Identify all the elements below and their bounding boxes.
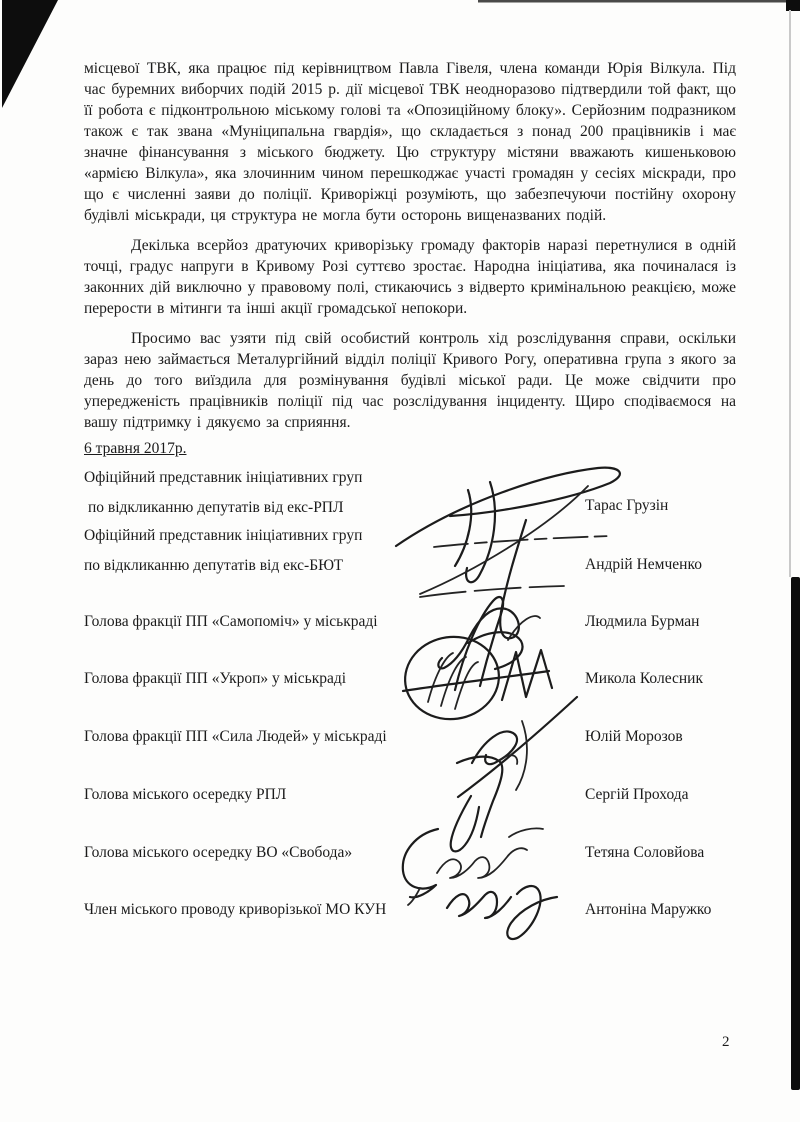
signatory-2-label-line1: Офіційний представник ініціативних груп [84,527,363,544]
signatory-3-name: Людмила Бурман [585,613,700,630]
signatory-5-name: Юлій Морозов [585,728,683,745]
signatory-6-label: Голова міського осередку РПЛ [84,786,287,803]
signatory-4-label: Голова фракції ПП «Укроп» у міськраді [84,670,347,687]
letter-body [84,58,736,442]
signatory-4-name: Микола Колесник [585,670,703,687]
signature-serhiy-prokhoda-icon [451,755,518,851]
signature-taras-gruzin-icon [396,468,620,594]
page-number: 2 [722,1034,730,1050]
signature-mykola-kolesnyk-icon [400,616,552,725]
scan-artifact-top-edge-line [478,0,800,3]
signature-tetyana-soloviova-icon [403,828,543,905]
signatory-3-label: Голова фракції ПП «Самопоміч» у міськраді [84,613,378,630]
signatory-1-label-line1: Офіційний представник ініціативних груп [84,469,363,486]
signatory-6-name: Сергій Прохода [585,786,689,803]
scan-artifact-right-edge-bar [791,577,800,1090]
signature-yuliy-morozov-icon [458,697,577,797]
scan-artifact-corner-triangle [2,0,58,108]
signatory-2-name: Андрій Немченко [585,556,702,573]
signatory-2-label-line2: по відкликанню депутатів від екс-БЮТ [84,557,344,574]
body-paragraph-1: місцевої ТВК, яка працює під керівництвом Павла Гівеля, члена команди Юрія Вілкула. Під час буремних виборчих подій 2015 р. дії місцевої ТВК неодноразово підтвердили той факт, що її робота є підконтрольною міському голові та «Опозиційному блоку». Серйозним подразником також є так звана «Муніципальна гвардія», що складається з понад 200 працівників і має значне фінансування з міського бюджету. Цю структуру містяни вважають кишеньковою «армією Вілкула», яка злочинним чином перешкоджає участі громадян у сесіях міскради, про що є численні заяви до поліції. Криворіжці розуміють, що забезпечуючи постійну охорону будівлі міськради, ця структура не могла бути осторонь вищеназваних подій. [84,60,736,224]
signature-antonina-maruzhko-icon [447,886,557,939]
signature-andriy-nemchenko-icon [420,520,612,668]
signatory-1-name: Тарас Грузін [585,497,669,514]
body-paragraph-3: Просимо вас узяти під свій особистий контроль хід розслідування справи, оскільки зараз нею займається Металургійний відділ поліції Кривого Рогу, оперативна група з якого за день до того виїздила для розмінування будівлі міської ради. Це може свідчити про упередженість працівників поліції під час розслідування інциденту. Щиро сподіваємося на вашу підтримку і дякуємо за сприяння. [84,330,736,431]
signatory-1-label-line2: по відкликанню депутатів від екс-РПЛ [88,499,344,516]
signatory-7-name: Тетяна Соловйова [585,844,705,861]
signatory-5-label: Голова фракції ПП «Сила Людей» у міськраді [84,728,387,745]
signatory-7-label: Голова міського осередку ВО «Свобода» [84,844,353,861]
body-paragraph-2: Декілька всерйоз дратуючих криворізьку громаду факторів наразі перетнулися в одній точці, градус напруги в Кривому Розі суттєво зростає. Народна ініціатива, яка починалася із законних дій виключно у правовому полі, стикаючись з відверто кримінальною реакцією, може перерости в мітинги та інші акції громадської непокори. [84,237,736,317]
date-line: 6 травня 2017р. [84,440,187,457]
signature-lyudmyla-burman-icon [455,597,522,690]
signatory-8-name: Антоніна Маружко [585,901,712,918]
scan-artifact-corner-blob [786,0,800,11]
scan-artifact-right-fold-line [789,10,791,577]
signatory-8-label: Член міського проводу криворізької МО КУН [84,901,387,918]
